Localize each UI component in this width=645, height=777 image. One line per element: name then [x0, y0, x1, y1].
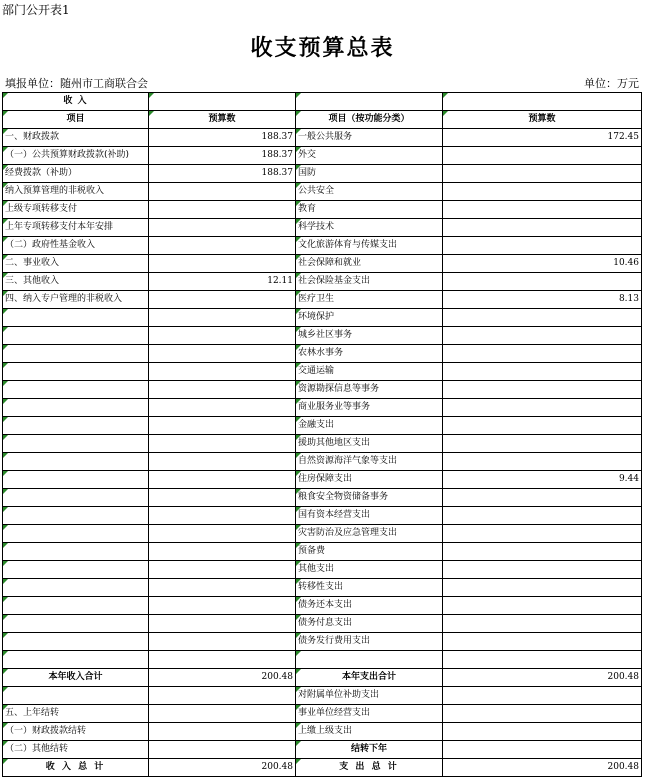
table-row [3, 327, 642, 345]
expense-item: 债务还本支出 [296, 597, 443, 615]
table-row [3, 633, 642, 651]
table-row [3, 453, 642, 471]
expense-item: 社会保障和就业 [296, 255, 443, 273]
expense-value [443, 597, 642, 615]
header-budget-left: 预算数 [149, 111, 296, 129]
table-row [3, 525, 642, 543]
expense-value: 10.46 [443, 255, 642, 273]
expense-value [443, 219, 642, 237]
income-grand-total-value: 200.48 [149, 759, 296, 777]
income-item [3, 687, 149, 705]
expense-item: 教育 [296, 201, 443, 219]
expense-item: 资源勘探信息等事务 [296, 381, 443, 399]
header-budget-right: 预算数 [443, 111, 642, 129]
income-item [3, 453, 149, 471]
expense-item: 债务付息支出 [296, 615, 443, 633]
expense-item: 债务发行费用支出 [296, 633, 443, 651]
table-row [3, 255, 642, 273]
page-title: 收支预算总表 [250, 36, 395, 61]
expense-item: 医疗卫生 [296, 291, 443, 309]
income-value [149, 255, 296, 273]
income-value [149, 381, 296, 399]
table-row [3, 417, 642, 435]
income-item: 二、事业收入 [3, 255, 149, 273]
expense-item: 科学技术 [296, 219, 443, 237]
budget-table [2, 92, 642, 777]
income-item [3, 507, 149, 525]
expense-value [443, 453, 642, 471]
income-item [3, 399, 149, 417]
income-item: （一）公共预算财政拨款(补助) [3, 147, 149, 165]
table-row [3, 363, 642, 381]
header-item-right: 项目（按功能分类） [296, 111, 443, 129]
expense-value: 172.45 [443, 129, 642, 147]
income-item: 三、其他收入 [3, 273, 149, 291]
income-item: 四、纳入专户管理的非税收入 [3, 291, 149, 309]
income-grand-total-label: 收 入 总 计 [3, 759, 149, 777]
totals-row [3, 669, 642, 687]
header-item-left: 项目 [3, 111, 149, 129]
table-row [3, 399, 642, 417]
expense-item: 文化旅游体育与传媒支出 [296, 237, 443, 255]
expense-item: 对附属单位补助支出 [296, 687, 443, 705]
income-value [149, 417, 296, 435]
expense-item: 环境保护 [296, 309, 443, 327]
income-item [3, 633, 149, 651]
income-value [149, 633, 296, 651]
expense-value [443, 309, 642, 327]
income-item: 一、财政拨款 [3, 129, 149, 147]
expense-item [296, 651, 443, 669]
currency-unit: 单位：万元 [584, 77, 639, 90]
expense-value [443, 543, 642, 561]
expense-item: 上缴上级支出 [296, 723, 443, 741]
expense-value [443, 507, 642, 525]
expense-item: 灾害防治及应急管理支出 [296, 525, 443, 543]
section-header-row [3, 93, 642, 111]
expense-item: 交通运输 [296, 363, 443, 381]
expense-value [443, 525, 642, 543]
income-value [149, 651, 296, 669]
column-header-row [3, 111, 642, 129]
income-item: （二）其他结转 [3, 741, 149, 759]
income-value [149, 507, 296, 525]
expense-value [443, 615, 642, 633]
income-value [149, 525, 296, 543]
expense-value [443, 561, 642, 579]
expense-item: 援助其他地区支出 [296, 435, 443, 453]
expense-value [443, 399, 642, 417]
income-value [149, 237, 296, 255]
expense-total-value: 200.48 [443, 669, 642, 687]
income-item [3, 651, 149, 669]
expense-value: 9.44 [443, 471, 642, 489]
income-value [149, 741, 296, 759]
expense-value [443, 237, 642, 255]
expense-item: 事业单位经营支出 [296, 705, 443, 723]
income-value [149, 561, 296, 579]
expense-value [443, 489, 642, 507]
income-total-value: 200.48 [149, 669, 296, 687]
expense-total-label: 本年支出合计 [296, 669, 443, 687]
income-value [149, 291, 296, 309]
table-row [3, 381, 642, 399]
income-value [149, 687, 296, 705]
income-item [3, 417, 149, 435]
table-row [3, 597, 642, 615]
expense-value [443, 381, 642, 399]
income-value [149, 219, 296, 237]
income-value [149, 453, 296, 471]
expense-value [443, 201, 642, 219]
income-total-label: 本年收入合计 [3, 669, 149, 687]
tail-row [3, 723, 642, 741]
income-item [3, 435, 149, 453]
table-row [3, 129, 642, 147]
expense-value [443, 327, 642, 345]
expense-value [443, 345, 642, 363]
expense-value [443, 579, 642, 597]
expense-item: 外交 [296, 147, 443, 165]
table-row [3, 219, 642, 237]
expense-value [443, 633, 642, 651]
table-row [3, 309, 642, 327]
reporting-unit: 填报单位：随州市工商联合会 [5, 77, 148, 90]
income-item: 上年专项转移支付本年安排 [3, 219, 149, 237]
corner-label: 部门公开表1 [2, 3, 70, 17]
income-value [149, 345, 296, 363]
expense-value [443, 687, 642, 705]
income-value [149, 597, 296, 615]
expense-item: 金融支出 [296, 417, 443, 435]
income-value [149, 363, 296, 381]
income-value [149, 183, 296, 201]
income-item: 五、上年结转 [3, 705, 149, 723]
table-row [3, 615, 642, 633]
table-row [3, 543, 642, 561]
income-value [149, 201, 296, 219]
expense-item: 结转下年 [296, 741, 443, 759]
income-value [149, 309, 296, 327]
income-item [3, 561, 149, 579]
table-row [3, 183, 642, 201]
income-item: （二）政府性基金收入 [3, 237, 149, 255]
grand-totals-row [3, 759, 642, 777]
expense-item: 商业服务业等事务 [296, 399, 443, 417]
expense-item: 公共安全 [296, 183, 443, 201]
income-value [149, 399, 296, 417]
expense-item: 其他支出 [296, 561, 443, 579]
table-row [3, 345, 642, 363]
income-item [3, 615, 149, 633]
income-value [149, 705, 296, 723]
income-value [149, 471, 296, 489]
income-value: 188.37 [149, 129, 296, 147]
expense-item: 预备费 [296, 543, 443, 561]
expense-grand-total-value: 200.48 [443, 759, 642, 777]
expense-value [443, 741, 642, 759]
expense-value [443, 435, 642, 453]
cell-blank [443, 93, 642, 111]
income-value: 188.37 [149, 147, 296, 165]
expense-value [443, 183, 642, 201]
income-item [3, 471, 149, 489]
tail-row [3, 705, 642, 723]
table-row [3, 147, 642, 165]
table-row [3, 507, 642, 525]
income-item [3, 543, 149, 561]
income-item: 上级专项转移支付 [3, 201, 149, 219]
income-value [149, 435, 296, 453]
income-item: 经费拨款（补助） [3, 165, 149, 183]
expense-value: 8.13 [443, 291, 642, 309]
expense-value [443, 651, 642, 669]
expense-item: 社会保险基金支出 [296, 273, 443, 291]
expense-value [443, 273, 642, 291]
income-section-header: 收 入 [3, 93, 149, 111]
expense-item: 国防 [296, 165, 443, 183]
income-value [149, 579, 296, 597]
table-row [3, 291, 642, 309]
expense-grand-total-label: 支 出 总 计 [296, 759, 443, 777]
income-item [3, 381, 149, 399]
tail-row [3, 687, 642, 705]
table-row [3, 237, 642, 255]
income-item [3, 309, 149, 327]
expense-value [443, 417, 642, 435]
income-item [3, 345, 149, 363]
unit-row [2, 76, 641, 92]
expense-item: 农林水事务 [296, 345, 443, 363]
table-row [3, 561, 642, 579]
income-value [149, 489, 296, 507]
table-row [3, 471, 642, 489]
table-row [3, 273, 642, 291]
expense-item: 自然资源海洋气象等支出 [296, 453, 443, 471]
table-row [3, 651, 642, 669]
expense-item: 粮食安全物资储备事务 [296, 489, 443, 507]
table-row [3, 489, 642, 507]
expense-item: 城乡社区事务 [296, 327, 443, 345]
income-value [149, 327, 296, 345]
table-row [3, 579, 642, 597]
table-row [3, 435, 642, 453]
income-item [3, 597, 149, 615]
income-value: 188.37 [149, 165, 296, 183]
tail-row [3, 741, 642, 759]
expense-value [443, 147, 642, 165]
income-value [149, 543, 296, 561]
income-value: 12.11 [149, 273, 296, 291]
income-value [149, 615, 296, 633]
income-item [3, 525, 149, 543]
cell-blank [296, 93, 443, 111]
table-row [3, 165, 642, 183]
expense-item: 转移性支出 [296, 579, 443, 597]
income-item [3, 579, 149, 597]
expense-item: 一般公共服务 [296, 129, 443, 147]
income-item [3, 327, 149, 345]
expense-item: 住房保障支出 [296, 471, 443, 489]
income-item: 纳入预算管理的非税收入 [3, 183, 149, 201]
expense-value [443, 363, 642, 381]
expense-value [443, 723, 642, 741]
income-item: （一）财政拨款结转 [3, 723, 149, 741]
cell-blank [149, 93, 296, 111]
income-item [3, 489, 149, 507]
expense-value [443, 705, 642, 723]
income-item [3, 363, 149, 381]
expense-item: 国有资本经营支出 [296, 507, 443, 525]
table-row [3, 201, 642, 219]
income-value [149, 723, 296, 741]
expense-value [443, 165, 642, 183]
